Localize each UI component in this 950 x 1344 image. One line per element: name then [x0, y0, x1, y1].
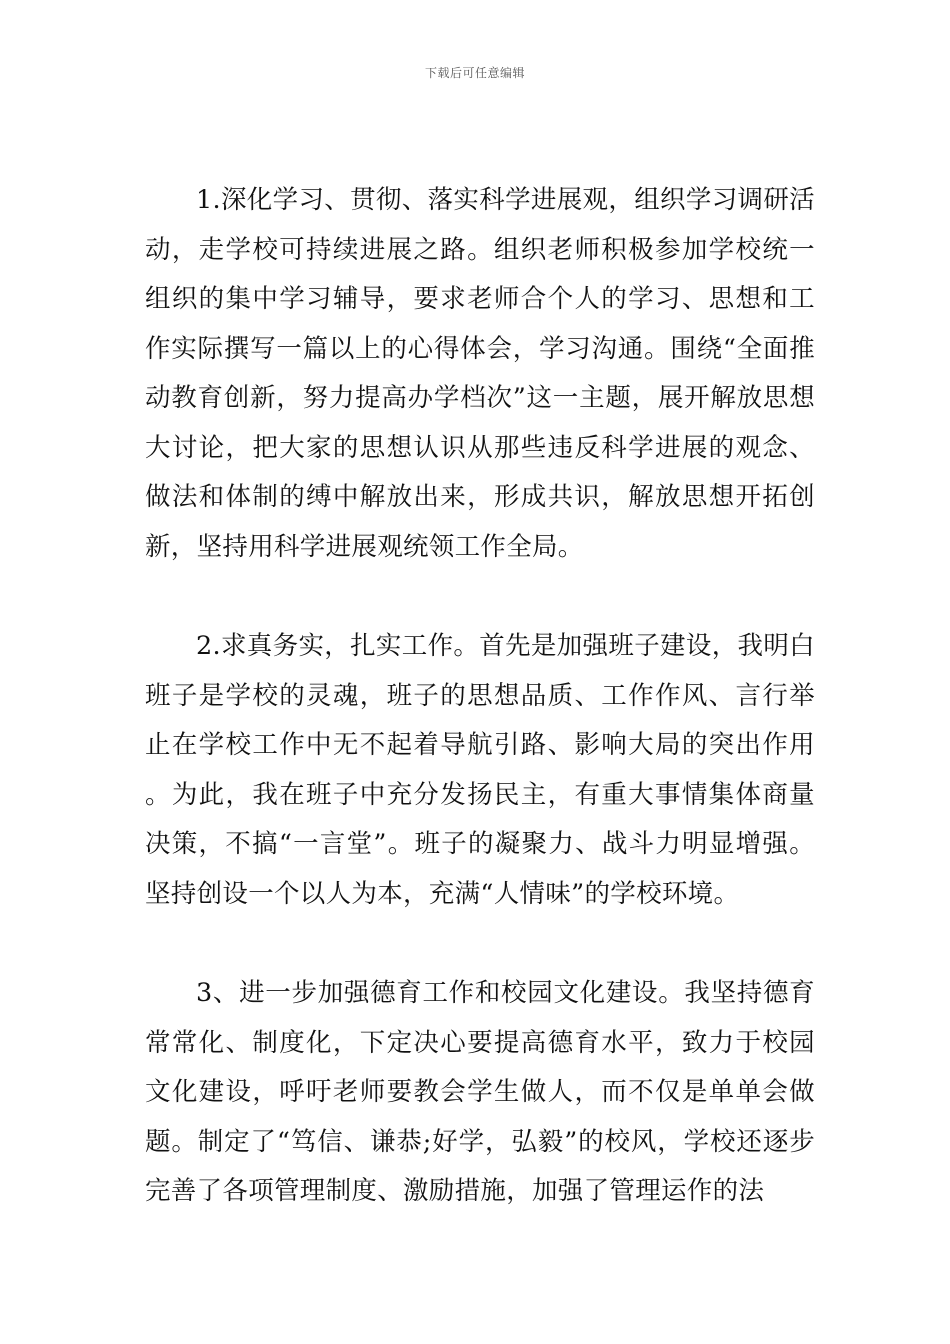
paragraph-1: 1.深化学习、贯彻、落实科学进展观，组织学习调研活动，走学校可持续进展之路。组织老师积极参加学校统一组织的集中学习辅导，要求老师合个人的学习、思想和工作实际撰写一篇以上的心得体会，学习沟通。围绕“全面推动教育创新，努力提高办学档次”这一主题，展开解放思想大讨论，把大家的思想认识从那些违反科学进展的观念、做法和体制的缚中解放出来，形成共识，解放思想开拓创新，坚持用科学进展观统领工作全局。: [145, 185, 815, 562]
page-header: 下载后可任意编辑: [424, 66, 525, 80]
document-body: [145, 176, 815, 1217]
paragraph-2: 2.求真务实，扎实工作。首先是加强班子建设，我明白班子是学校的灵魂，班子的思想品质、工作作风、言行举止在学校工作中无不起着导航引路、影响大局的突出作用。为此，我在班子中充分发扬民主，有重大事情集体商量决策，不搞“一言堂”。班子的凝聚力、战斗力明显增强。坚持创设一个以人为本，充满“人情味”的学校环境。: [145, 631, 815, 909]
paragraph-3: 3、进一步加强德育工作和校园文化建设。我坚持德育常常化、制度化，下定决心要提高德育水平，致力于校园文化建设，呼吁老师要教会学生做人，而不仅是单单会做题。制定了“笃信、谦恭;好学，弘毅”的校风，学校还逐步完善了各项管理制度、激励措施，加强了管理运作的法: [145, 978, 815, 1206]
